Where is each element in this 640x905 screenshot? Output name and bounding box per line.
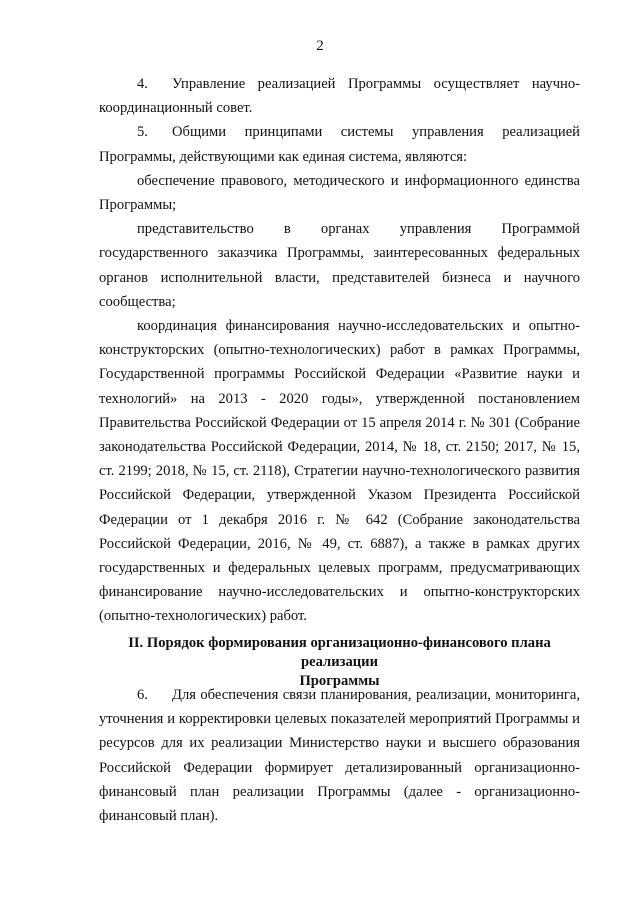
paragraph-number: 6.	[137, 687, 148, 703]
principle-representation: представительство в органах управления Программой государственного заказчика Программы, заинтересованных федеральных органов исполнительной власти, представителей бизнеса и научного сообщества;	[99, 221, 580, 310]
paragraph-6	[99, 683, 580, 828]
paragraph-text: Общими принципами системы управления реализацией Программы, действующими как единая система, являются:	[99, 124, 580, 165]
paragraph-text: Управление реализацией Программы осуществляет научно-координационный совет.	[99, 76, 580, 117]
section-heading-line-2: Программы	[299, 673, 380, 689]
principle-legal-unity: обеспечение правового, методического и информационного единства Программы;	[99, 172, 580, 214]
paragraph-5	[99, 120, 580, 168]
principle-coordination: координация финансирования научно-исследовательских и опытно-конструкторских (опытно-технологических) работ в рамках Программы, Государственной программы Российской Федерации «Развитие науки и технологий» на 2013 - 2020 годы», утвержденной постановлением Правительства Российской Федерации от 15 апреля 2014 г. № 301 (Собрание законодательства Российской Федерации, 2014, № 18, ст. 2150; 2017, № 15, ст. 2199; 2018, № 15, ст. 2118), Стратегии научно-технологического развития Российской Федерации, утвержденной Указом Президента Российской Федерации от 1 декабря 2016 г. № 642 (Собрание законодательства Российской Федерации, 2016, № 49, ст. 6887), а также в рамках других государственных и федеральных целевых программ, предусматривающих финансирование научно-исследовательских и опытно-конструкторских (опытно-технологических) работ.	[99, 318, 580, 625]
paragraph-number: 5.	[137, 124, 148, 141]
page-number: 2	[316, 38, 324, 54]
section-body	[99, 683, 580, 828]
section-heading-line-1: II. Порядок формирования организационно-финансового плана реализации	[128, 635, 551, 670]
paragraph-text: Для обеспечения связи планирования, реализации, мониторинга, уточнения и корректировки целевых показателей мероприятий Программы и ресурсов для их реализации Министерство науки и высшего образования Российской Федерации формирует детализированный организационно-финансовый план реализации Программы (далее - организационно-финансовый план).	[99, 687, 580, 825]
document-body	[99, 72, 580, 629]
paragraph-number: 4.	[137, 76, 148, 92]
paragraph-4	[99, 72, 580, 120]
